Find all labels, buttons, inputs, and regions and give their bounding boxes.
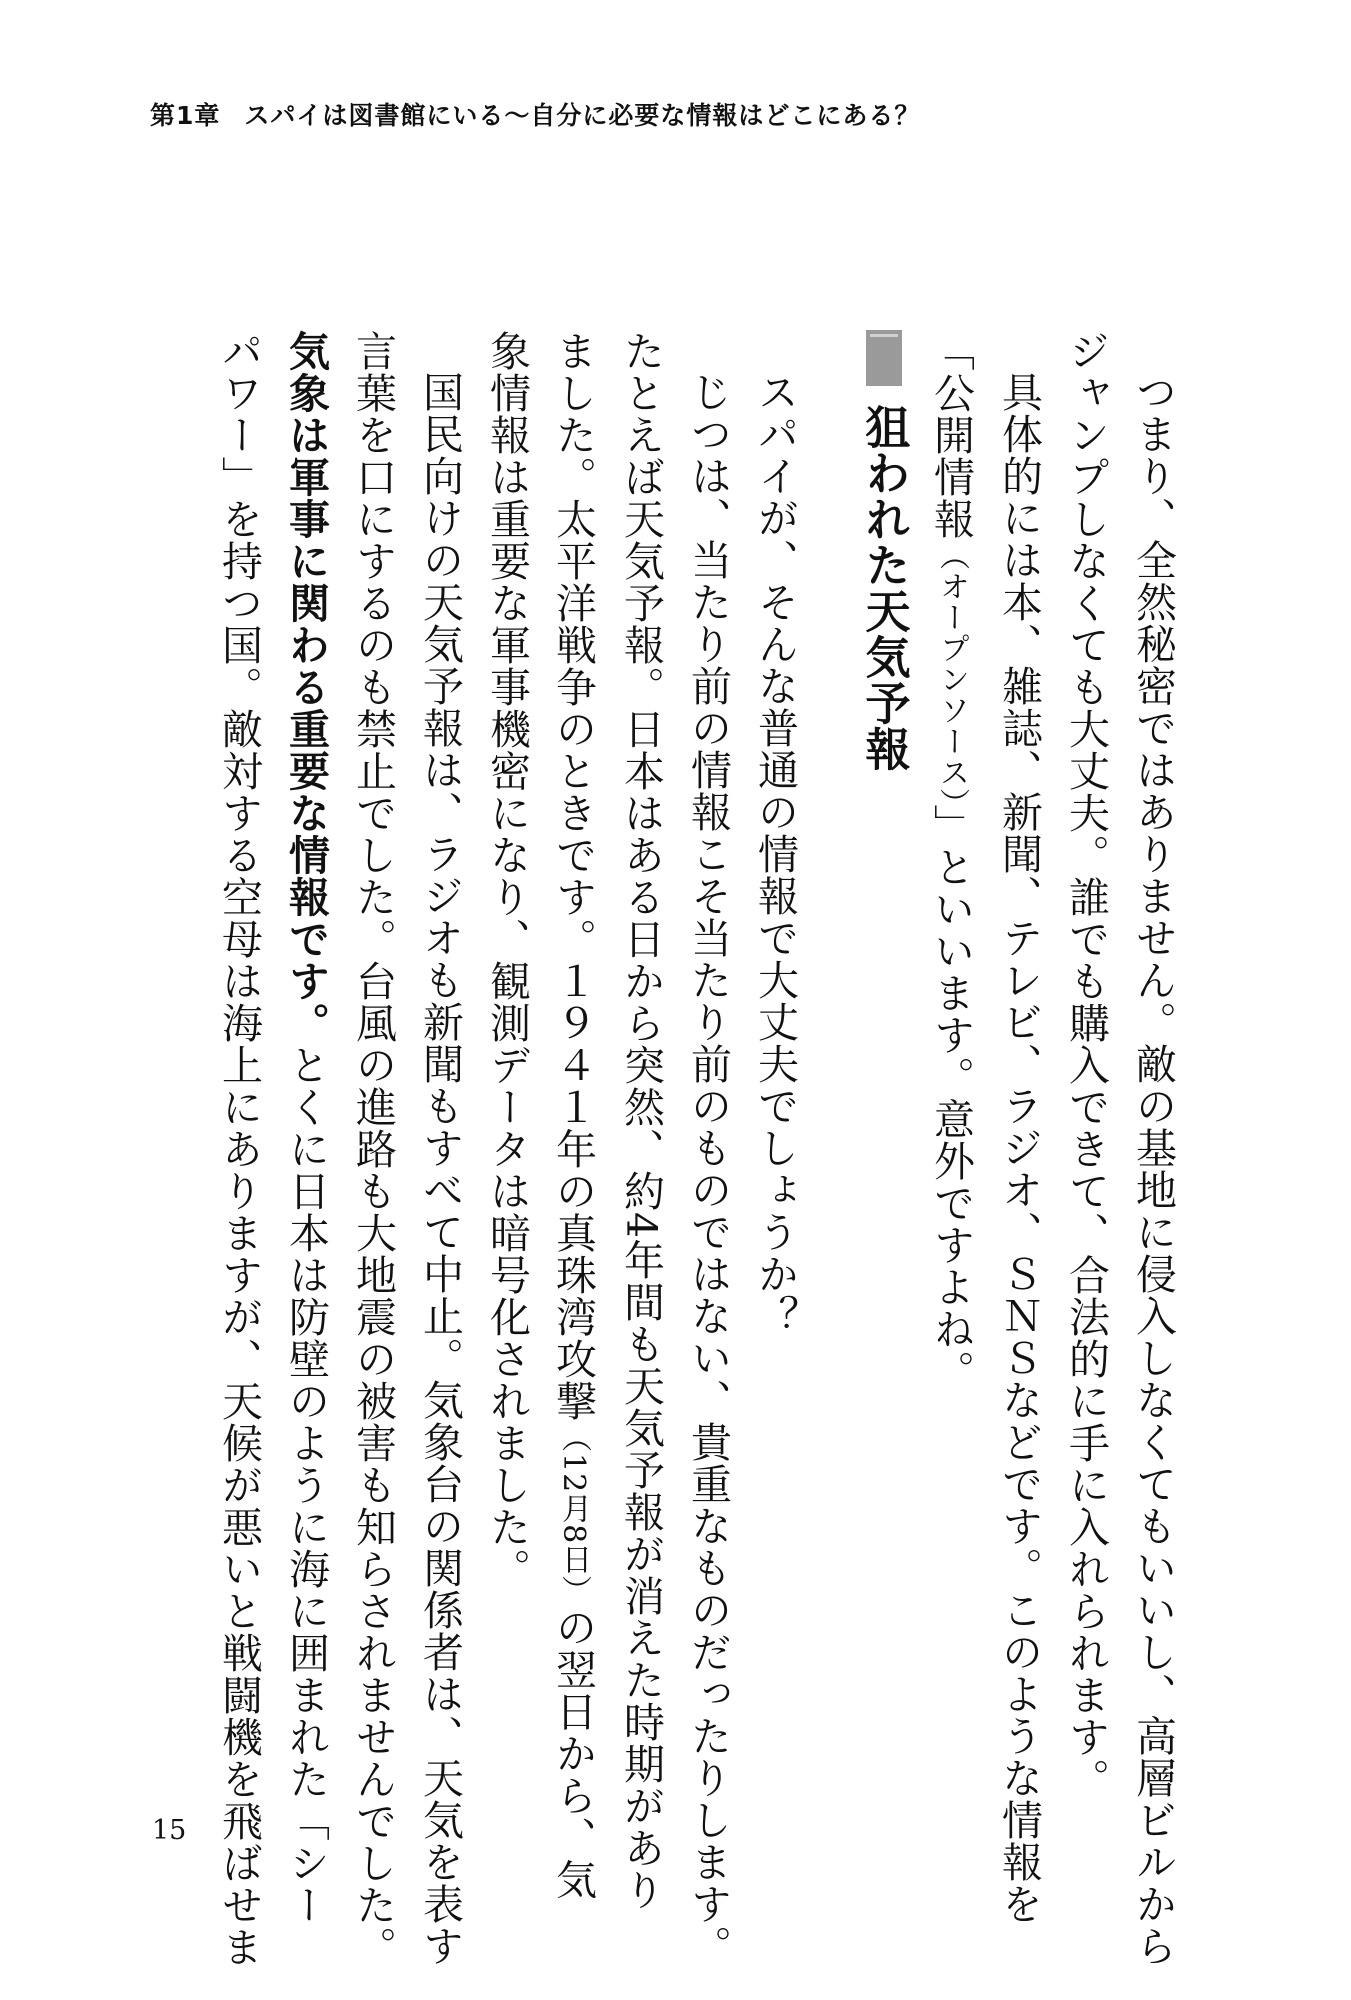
chapter-title: スパイは図書館にいる〜自分に必要な情報はどこにある？ [244, 101, 921, 130]
emphasized-text: 気象は軍事に関わる重要な情報です。 [282, 330, 330, 1044]
heading-marker-icon [866, 330, 902, 386]
text-line: 言葉を口にするのも禁止でした。台風の進路も大地震の被害も知らされませんでした。 [349, 330, 397, 1968]
text-fragment: 」といいます。意外ですよね。 [927, 804, 975, 1392]
text-line: ジャンプしなくても大丈夫。誰でも購入できて、合法的に手に入れられます。 [1062, 330, 1110, 1800]
chapter-number: 第1章 [150, 101, 221, 130]
text-line [918, 330, 985, 1840]
text-line: 国民向けの天気予報は、ラジオも新聞もすべて中止。気象台の関係者は、天気を表す [416, 371, 464, 1967]
text-line: パワー」を持つ国。敵対する空母は海上にありますが、天候が悪いと戦闘機を飛ばせま [215, 330, 263, 1968]
open-source-note: （オープンソース） [934, 540, 969, 804]
text-line [540, 330, 607, 1901]
text-fragment: の翌日から、気 [549, 1606, 597, 1901]
section-heading [808, 330, 918, 1840]
text-fragment: ました。太平洋戦争のときです。１９４１年の真珠湾攻撃 [549, 330, 597, 1422]
text-line: つまり、全然秘密ではありません。敵の基地に侵入しなくてもいいし、高層ビルから [1129, 371, 1177, 1967]
text-line: じつは、当たり前の情報こそ当たり前のものではない、貴重なものだったりします。 [684, 371, 732, 1967]
running-header [150, 96, 920, 132]
text-fragment: 「公開情報 [927, 330, 975, 540]
date-note: （12月8日） [556, 1422, 591, 1607]
text-line: たとえば天気予報。日本はある日から突然、約4年間も天気予報が消えた時期があり [617, 330, 665, 1912]
text-line: スパイが、そんな普通の情報で大丈夫でしょうか？ [751, 371, 799, 1337]
section-heading-text: 狙われた天気予報 [857, 404, 911, 772]
text-fragment: とくに日本は防壁のように海に囲まれた「シー [282, 1044, 330, 1926]
text-line: 具体的には本、雑誌、新聞、テレビ、ラジオ、ＳＮＳなどです。このような情報を [995, 371, 1043, 1925]
page-number: 15 [152, 1815, 187, 1846]
vertical-body-text [205, 330, 1186, 1968]
text-line [272, 330, 339, 1926]
text-line: 象情報は重要な軍事機密になり、観測データは暗号化されました。 [483, 330, 531, 1590]
